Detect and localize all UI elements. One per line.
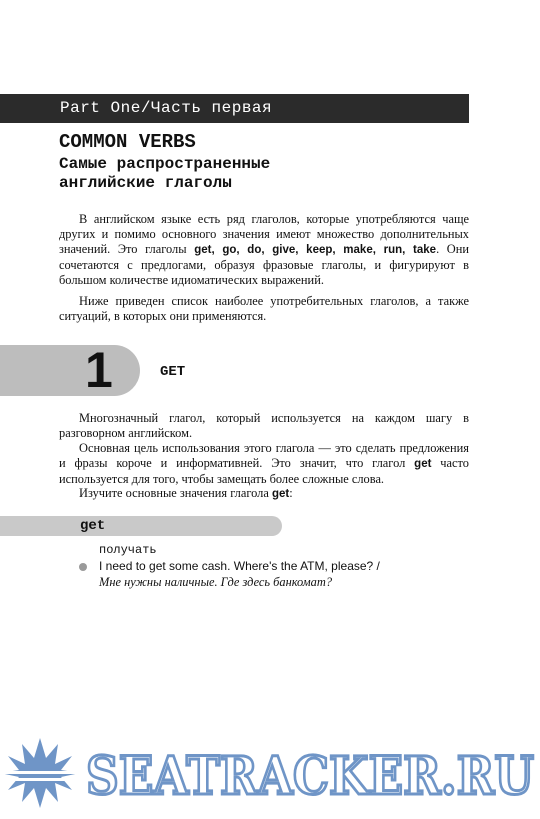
entry-word: get bbox=[80, 518, 106, 534]
chapter-p2-text-b: часто используется для того, чтобы замещать более сложные слова. bbox=[59, 456, 469, 486]
sunburst-line-1 bbox=[0, 771, 80, 774]
section-title-ru-line1: Самые распространенные bbox=[59, 155, 271, 173]
chapter-p3-text-b: : bbox=[289, 486, 293, 500]
intro-p1-text-b: . Они сочетаются с предлогами, образуя фразовые глаголы, и фигурируют в большом количестве идиоматических выражений. bbox=[59, 242, 470, 287]
chapter-title: GET bbox=[160, 364, 186, 380]
chapter-p2-verb: get bbox=[414, 458, 432, 470]
watermark-text: SEATRACKER.RU bbox=[86, 746, 534, 807]
entry-header-bar bbox=[0, 516, 282, 536]
entry-translation: получать bbox=[99, 543, 157, 557]
chapter-p3-verb: get bbox=[271, 488, 290, 500]
chapter-p3-text-a: Изучите основные значения глагола bbox=[79, 486, 272, 500]
chapter-p2-text-a: Основная цель использования этого глагола — это сделать предложения и фразы короче и информативней. Это значит, что глагол bbox=[59, 441, 469, 470]
section-title-en: COMMON VERBS bbox=[59, 131, 196, 153]
intro-verbs-list: get, go, do, give, keep, make, run, take bbox=[194, 244, 437, 256]
intro-p1-text-a: В английском языке есть ряд глаголов, которые употребляются чаще других и помимо основного значения имеют множество дополнительных значений. Это глаголы bbox=[59, 212, 469, 256]
chapter-number: 1 bbox=[85, 342, 113, 398]
chapter-paragraph-1: Многозначный глагол, который используется на каждом шагу в разговорном английском. bbox=[59, 411, 469, 440]
intro-paragraph-1 bbox=[59, 212, 469, 288]
section-title-ru-line2: английские глаголы bbox=[59, 174, 232, 192]
sunburst-icon bbox=[0, 738, 80, 808]
part-title: Part One/Часть первая bbox=[60, 99, 273, 117]
part-banner bbox=[0, 94, 469, 123]
sunburst-line-2 bbox=[0, 778, 80, 781]
intro-paragraph-2: Ниже приведен список наиболее употребительных глаголов, а также ситуаций, в которых они применяются. bbox=[59, 294, 469, 323]
chapter-paragraph-2 bbox=[59, 441, 469, 487]
example-russian: Мне нужны наличные. Где здесь банкомат? bbox=[99, 575, 333, 589]
watermark bbox=[0, 738, 540, 808]
chapter-number-tab bbox=[0, 342, 140, 398]
chapter-paragraph-3 bbox=[59, 486, 469, 502]
bullet-icon bbox=[79, 563, 87, 571]
example-english: I need to get some cash. Where's the ATM, please? / bbox=[99, 559, 380, 573]
section-title-ru bbox=[59, 155, 270, 193]
